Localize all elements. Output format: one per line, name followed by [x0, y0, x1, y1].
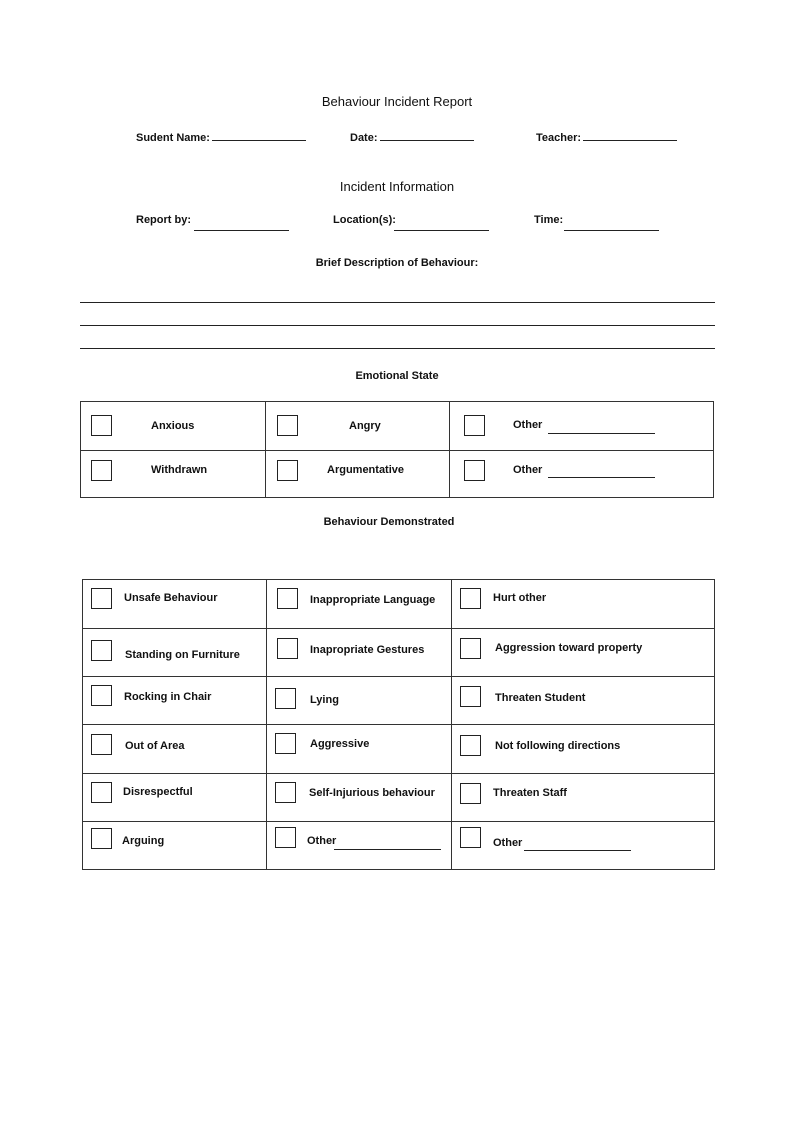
other-behaviour-input[interactable] — [524, 850, 631, 851]
option-label: Withdrawn — [151, 464, 208, 476]
table-divider — [83, 724, 714, 725]
option-label: Angry — [349, 420, 381, 432]
checkbox-disrespectful[interactable] — [91, 782, 112, 803]
option-label: Anxious — [151, 420, 195, 432]
behaviour-table — [82, 579, 715, 870]
option-label: Hurt other — [493, 592, 547, 604]
option-label: Aggression toward property — [495, 642, 643, 654]
report-by-input[interactable] — [194, 230, 289, 231]
checkbox-inappropriate-gestures[interactable] — [277, 638, 298, 659]
checkbox-threaten-student[interactable] — [460, 686, 481, 707]
checkbox-hurt-other[interactable] — [460, 588, 481, 609]
time-input[interactable] — [564, 230, 659, 231]
table-divider — [83, 676, 714, 677]
checkbox-self-injurious-behaviour[interactable] — [275, 782, 296, 803]
checkbox-unsafe-behaviour[interactable] — [91, 588, 112, 609]
other-emotion-input[interactable] — [548, 433, 655, 434]
option-label: Aggressive — [310, 738, 370, 750]
table-divider — [81, 450, 713, 451]
locations-label: Location(s): — [333, 214, 396, 226]
table-divider — [83, 773, 714, 774]
teacher-field — [536, 130, 677, 144]
checkbox-withdrawn[interactable] — [91, 460, 112, 481]
incident-information-heading: Incident Information — [339, 179, 455, 194]
date-label: Date: — [350, 132, 378, 144]
teacher-label: Teacher: — [536, 132, 582, 144]
option-label: Rocking in Chair — [124, 691, 212, 703]
option-label: Other — [307, 835, 337, 847]
checkbox-inappropriate-language[interactable] — [277, 588, 298, 609]
option-label: Inapropriate Gestures — [310, 644, 425, 656]
option-label: Not following directions — [495, 740, 621, 752]
other-behaviour-input[interactable] — [334, 849, 441, 850]
checkbox-lying[interactable] — [275, 688, 296, 709]
checkbox-standing-on-furniture[interactable] — [91, 640, 112, 661]
emotional-state-heading: Emotional State — [355, 370, 439, 382]
checkbox-aggressive[interactable] — [275, 733, 296, 754]
checkbox-anxious[interactable] — [91, 415, 112, 436]
date-input[interactable] — [380, 130, 474, 141]
option-label: Lying — [310, 694, 339, 706]
table-divider — [83, 628, 714, 629]
option-label: Self-Injurious behaviour — [309, 787, 435, 799]
option-label: Standing on Furniture — [125, 649, 240, 661]
checkbox-aggression-toward-property[interactable] — [460, 638, 481, 659]
page-title: Behaviour Incident Report — [321, 94, 473, 109]
checkbox-rocking-in-chair[interactable] — [91, 685, 112, 706]
report-by-label: Report by: — [136, 214, 191, 226]
option-label: Other — [513, 419, 543, 431]
teacher-input[interactable] — [583, 130, 677, 141]
checkbox-other-behaviour[interactable] — [275, 827, 296, 848]
option-label: Threaten Staff — [493, 787, 567, 799]
checkbox-other-emotion[interactable] — [464, 415, 485, 436]
other-emotion-input[interactable] — [548, 477, 655, 478]
option-label: Inappropriate Language — [310, 594, 436, 606]
description-line[interactable] — [80, 302, 715, 303]
option-label: Other — [493, 837, 523, 849]
option-label: Threaten Student — [495, 692, 586, 704]
option-label: Unsafe Behaviour — [124, 592, 218, 604]
checkbox-argumentative[interactable] — [277, 460, 298, 481]
student-name-label: Sudent Name: — [136, 132, 210, 144]
time-label: Time: — [534, 214, 564, 226]
option-label: Arguing — [122, 835, 165, 847]
date-field — [350, 130, 474, 144]
option-label: Argumentative — [327, 464, 405, 476]
student-name-field — [136, 130, 306, 144]
student-name-input[interactable] — [212, 130, 306, 141]
behaviour-demonstrated-heading: Behaviour Demonstrated — [323, 516, 455, 528]
checkbox-other-behaviour[interactable] — [460, 827, 481, 848]
checkbox-not-following-directions[interactable] — [460, 735, 481, 756]
checkbox-out-of-area[interactable] — [91, 734, 112, 755]
checkbox-threaten-staff[interactable] — [460, 783, 481, 804]
description-line[interactable] — [80, 348, 715, 349]
checkbox-other-emotion[interactable] — [464, 460, 485, 481]
checkbox-arguing[interactable] — [91, 828, 112, 849]
option-label: Out of Area — [125, 740, 185, 752]
option-label: Disrespectful — [123, 786, 193, 798]
option-label: Other — [513, 464, 543, 476]
description-label: Brief Description of Behaviour: — [315, 257, 479, 269]
table-divider — [83, 821, 714, 822]
checkbox-angry[interactable] — [277, 415, 298, 436]
emotional-state-table — [80, 401, 714, 498]
locations-input[interactable] — [394, 230, 489, 231]
description-line[interactable] — [80, 325, 715, 326]
